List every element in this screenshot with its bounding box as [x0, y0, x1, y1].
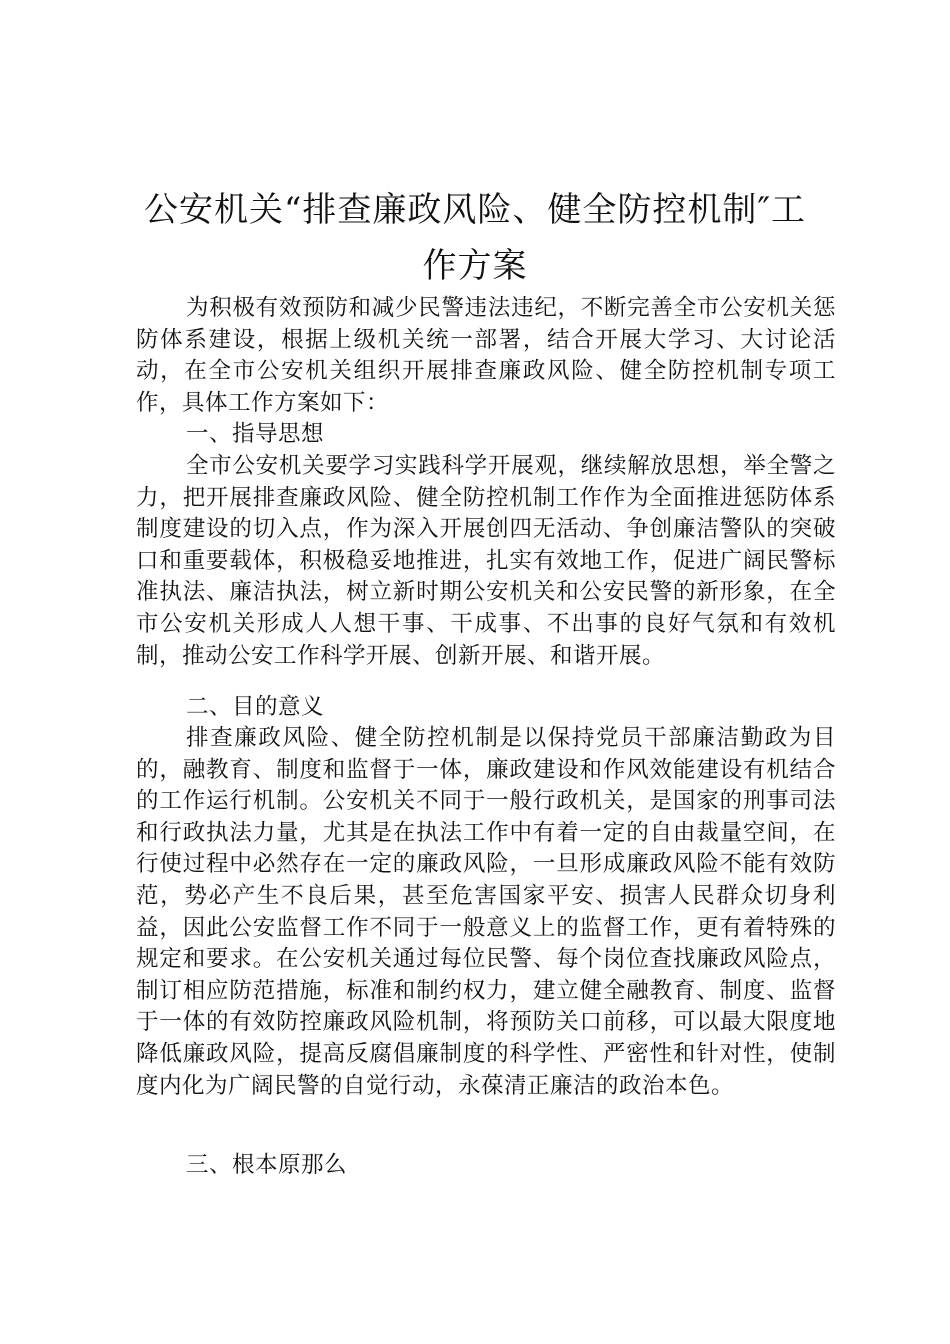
intro-paragraph: 为积极有效预防和减少民警违法违纪，不断完善全市公安机关惩防体系建设，根据上级机关统一部署，结合开展大学习、大讨论活动，在全市公安机关组织开展排查廉政风险、健全防控机制专项工作，具体工作方案如下： [136, 295, 836, 416]
document-title-line2: 作方案 [422, 246, 528, 286]
section1-heading: 一、指导思想 [186, 421, 325, 447]
section2-paragraph: 排查廉政风险、健全防控机制是以保持党员干部廉洁勤政为目的，融教育、制度和监督于一体，廉政建设和作风效能建设有机结合的工作运行机制。公安机关不同于一般行政机关，是国家的刑事司法和行政执法力量，尤其是在执法工作中有着一定的自由裁量空间，在行使过程中必然存在一定的廉政风险，一旦形成廉政风险不能有效防范，势必产生不良后果，甚至危害国家平安、损害人民群众切身利益，因此公安监督工作不同于一般意义上的监督工作，更有着特殊的规定和要求。在公安机关通过每位民警、每个岗位查找廉政风险点，制订相应防范措施，标准和制约权力，建立健全融教育、制度、监督于一体的有效防控廉政风险机制，将预防关口前移，可以最大限度地降低廉政风险，提高反腐倡廉制度的科学性、严密性和针对性，使制度内化为广阔民警的自觉行动，永葆清正廉洁的政治本色。 [136, 725, 836, 1099]
section1-paragraph: 全市公安机关要学习实践科学开展观，继续解放思想，举全警之力，把开展排查廉政风险、健全防控机制工作作为全面推进惩防体系制度建设的切入点，作为深入开展创四无活动、争创廉洁警队的突破口和重要载体，积极稳妥地推进，扎实有效地工作，促进广阔民警标准执法、廉洁执法，树立新时期公安机关和公安民警的新形象，在全市公安机关形成人人想干事、干成事、不出事的良好气氛和有效机制，推动公安工作科学开展、创新开展、和谐开展。 [136, 453, 836, 669]
section2-heading: 二、目的意义 [186, 694, 325, 720]
document-title-line1: 公安机关“排查廉政风险、健全防控机制″工 [143, 190, 807, 230]
section3-heading: 三、根本原那么 [186, 1152, 348, 1178]
